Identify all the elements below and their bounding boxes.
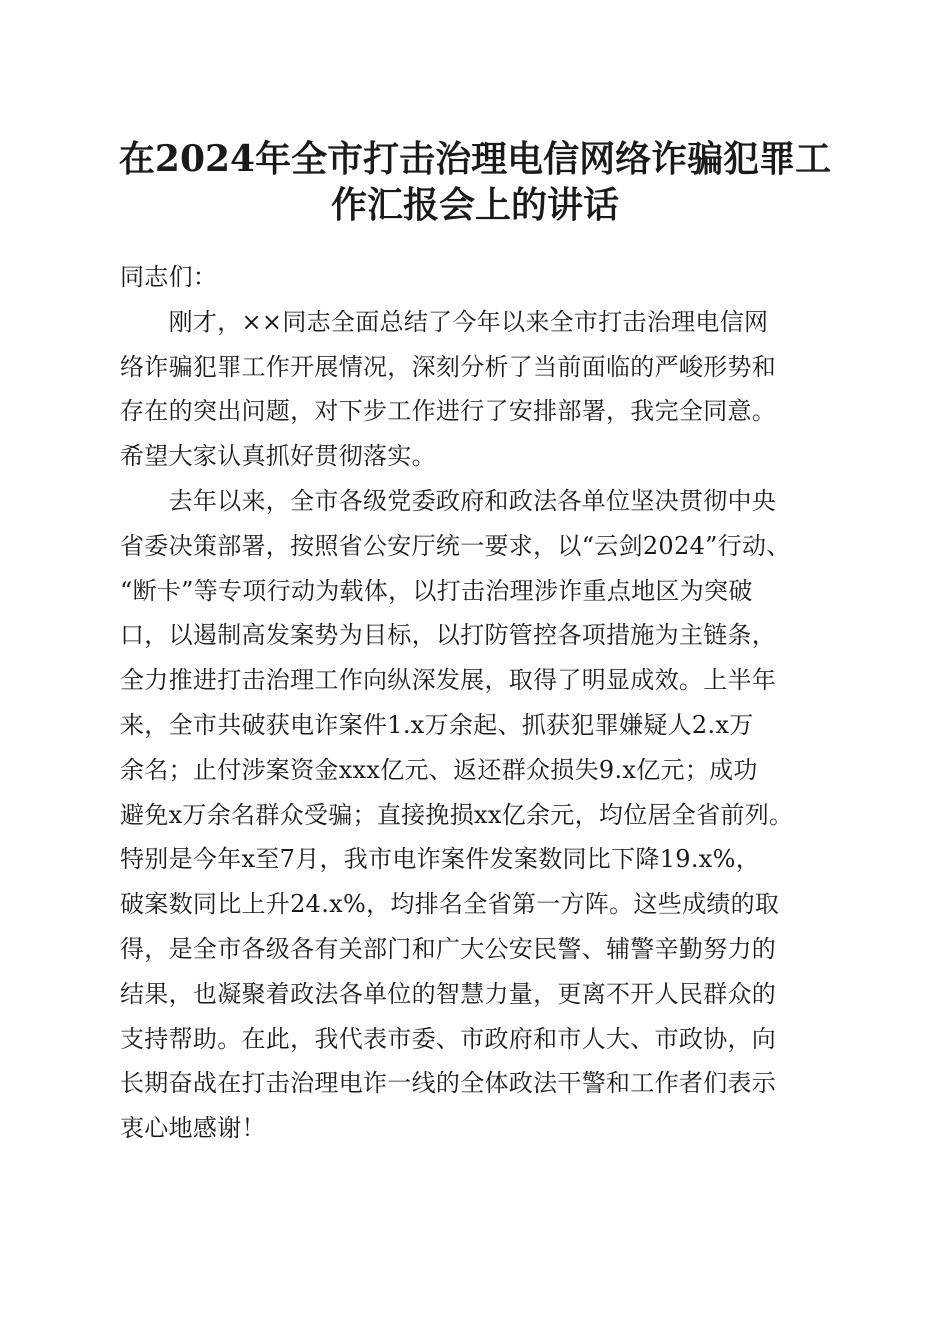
paragraph-line: 破案数同比上升24.x%，均排名全省第一方阵。这些成绩的取 [120,890,780,919]
paragraph-line: 支持帮助。在此，我代表市委、市政府和市人大、市政协，向 [120,1024,777,1053]
document-body [120,255,840,1151]
paragraph-line: 特别是今年x至7月，我市电诈案件发案数同比下降19.x%， [120,845,761,874]
salutation: 同志们： [120,263,218,291]
paragraph-line: 全力推进打击治理工作向纵深发展，取得了明显成效。上半年 [120,666,777,695]
title-line-1: 在2024年全市打击治理电信网络诈骗犯罪工 [118,138,832,180]
paragraph-line: 希望大家认真抓好贯彻落实。 [120,442,436,471]
paragraph-line: 刚才，××同志全面总结了今年以来全市打击治理电信网 [120,307,769,336]
paragraph-line: 去年以来，全市各级党委政府和政法各单位坚决贯彻中央 [120,486,777,515]
paragraph-line: 存在的突出问题，对下步工作进行了安排部署，我完全同意。 [120,397,777,426]
paragraph-1 [120,300,840,479]
paragraph-line: 长期奋战在打击治理电诈一线的全体政法干警和工作者们表示 [120,1069,777,1098]
paragraph-line: 省委决策部署，按照省公安厅统一要求，以“云剑2024”行动、 [120,531,791,560]
paragraph-line: 衷心地感谢！ [120,1114,266,1143]
paragraph-line: 避免x万余名群众受骗；直接挽损xx亿余元，均位居全省前列。 [120,800,794,829]
document-title [100,136,850,228]
paragraph-line: 余名；止付涉案资金xxx亿元、返还群众损失9.x亿元；成功 [120,755,758,784]
paragraph-line: 得，是全市各级各有关部门和广大公安民警、辅警辛勤努力的 [120,934,777,963]
paragraph-line: 结果，也凝聚着政法各单位的智慧力量，更离不开人民群众的 [120,979,777,1008]
paragraph-line: 络诈骗犯罪工作开展情况，深刻分析了当前面临的严峻形势和 [120,352,777,381]
paragraph-2 [120,479,840,1151]
paragraph-line: 口，以遏制高发案势为目标，以打防管控各项措施为主链条， [120,621,777,650]
paragraph-line: “断卡”等专项行动为载体，以打击治理涉诈重点地区为突破 [120,576,753,605]
paragraph-line: 来，全市共破获电诈案件1.x万余起、抓获犯罪嫌疑人2.x万 [120,710,754,739]
title-line-2: 作汇报会上的讲话 [330,184,619,226]
